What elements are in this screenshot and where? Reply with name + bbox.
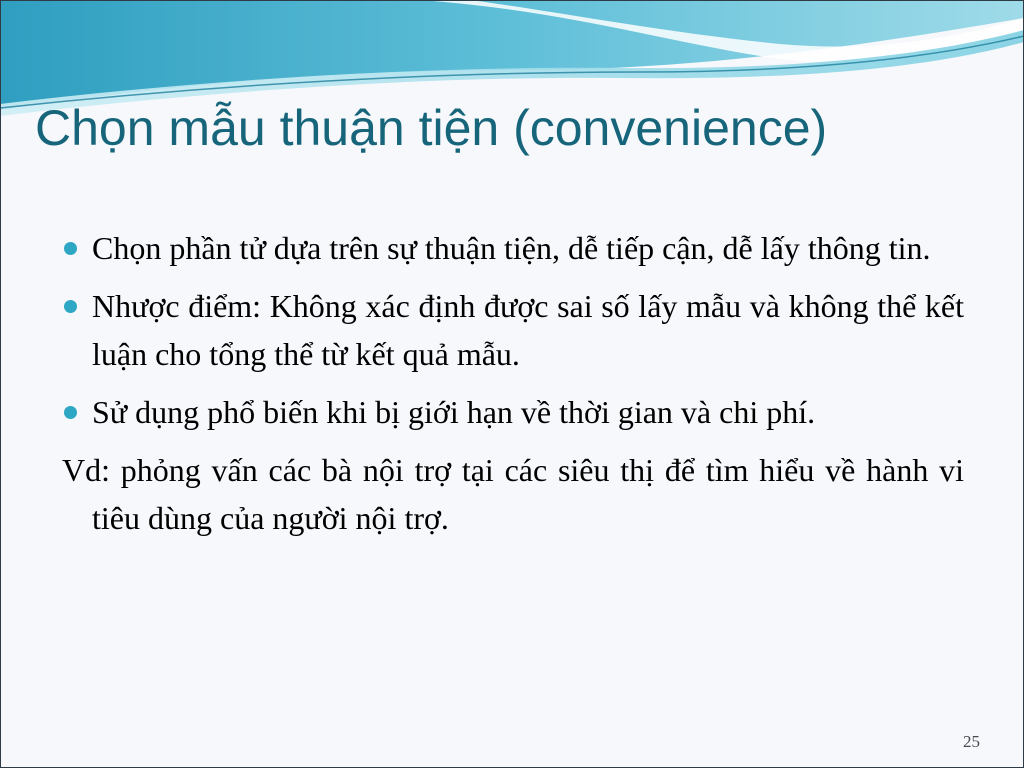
bullet-text: Sử dụng phổ biến khi bị giới hạn về thời gian và chi phí. xyxy=(92,394,816,430)
slide-content xyxy=(62,224,964,542)
bullet-text: Nhược điểm: Không xác định được sai số lấy mẫu và không thể kết luận cho tổng thể từ kết quả mẫu. xyxy=(92,288,964,372)
example-paragraph: Vd: phỏng vấn các bà nội trợ tại các siêu thị để tìm hiểu về hành vi tiêu dùng của người nội trợ. xyxy=(62,452,964,536)
slide-title: Chọn mẫu thuận tiện (convenience) xyxy=(35,100,828,156)
bullet-text: Chọn phần tử dựa trên sự thuận tiện, dễ tiếp cận, dễ lấy thông tin. xyxy=(92,230,931,266)
bullet-item xyxy=(62,388,964,436)
bullet-item xyxy=(62,282,964,378)
page-number: 25 xyxy=(963,732,980,751)
bullet-dot-icon xyxy=(64,300,77,313)
bullet-item xyxy=(62,224,964,272)
bullet-dot-icon xyxy=(64,242,77,255)
bullet-dot-icon xyxy=(64,406,77,419)
